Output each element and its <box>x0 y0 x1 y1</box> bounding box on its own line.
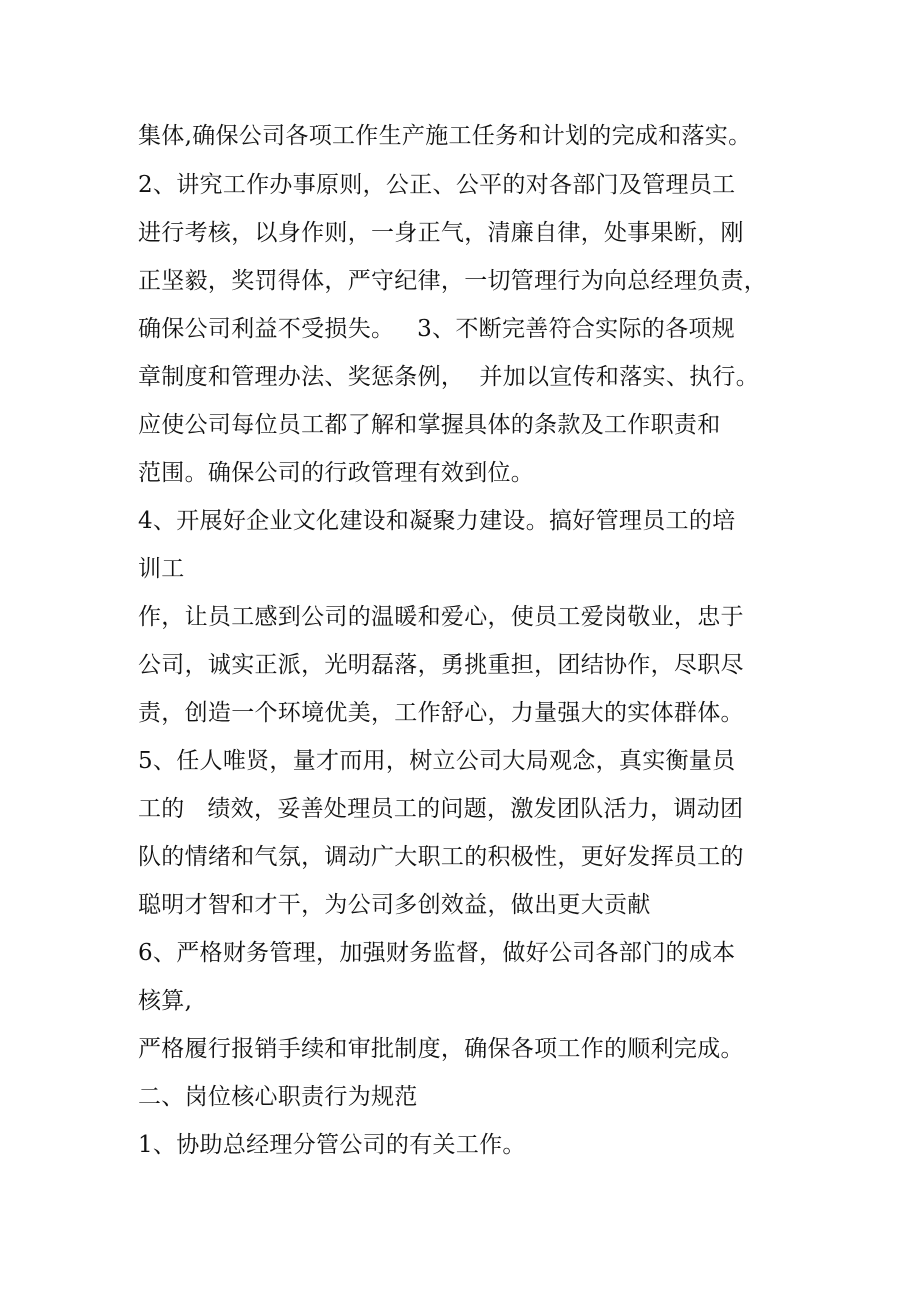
text-line: 工的 绩效，妥善处理员工的问题，激发团队活力，调动团 <box>138 796 744 822</box>
text-line: 应使公司每位员工都了解和掌握具体的条款及工作职责和 <box>138 412 721 438</box>
text-line: 2、讲究工作办事原则，公正、公平的对各部门及管理员工 <box>138 172 736 198</box>
text-line: 章制度和管理办法、奖惩条例， 并加以宣传和落实、执行。 <box>138 364 760 390</box>
text-line: 4、开展好企业文化建设和凝聚力建设。搞好管理员工的培 <box>138 508 736 534</box>
section-heading: 二、岗位核心职责行为规范 <box>138 1084 418 1110</box>
text-line: 严格履行报销手续和审批制度，确保各项工作的顺利完成。 <box>138 1036 744 1062</box>
text-line: 范围。确保公司的行政管理有效到位。 <box>138 460 535 486</box>
text-line: 责，创造一个环境优美，工作舒心，力量强大的实体群体。 <box>138 700 744 726</box>
text-line: 6、严格财务管理，加强财务监督，做好公司各部门的成本 <box>138 940 736 966</box>
text-line: 公司，诚实正派，光明磊落，勇挑重担，团结协作，尽职尽 <box>138 652 744 678</box>
text-line: 核算, <box>138 988 193 1014</box>
text-line: 进行考核，以身作则，一身正气，清廉自律，处事果断，刚 <box>138 220 744 246</box>
text-line: 队的情绪和气氛，调动广大职工的积极性，更好发挥员工的 <box>138 844 744 870</box>
text-line: 作，让员工感到公司的温暖和爱心，使员工爱岗敬业，忠于 <box>138 604 744 630</box>
text-line: 5、任人唯贤，量才而用，树立公司大局观念，真实衡量员 <box>138 748 736 774</box>
text-line: 集体,确保公司各项工作生产施工任务和计划的完成和落实。 <box>138 123 752 149</box>
text-line: 确保公司利益不受损失。 3、不断完善符合实际的各项规 <box>138 316 735 342</box>
text-line: 训工 <box>138 556 185 582</box>
text-line: 正坚毅，奖罚得体，严守纪律，一切管理行为向总经理负责， <box>138 268 768 294</box>
text-line: 1、协助总经理分管公司的有关工作。 <box>138 1132 526 1158</box>
text-line: 聪明才智和才干，为公司多创效益，做出更大贡献 <box>138 892 651 918</box>
